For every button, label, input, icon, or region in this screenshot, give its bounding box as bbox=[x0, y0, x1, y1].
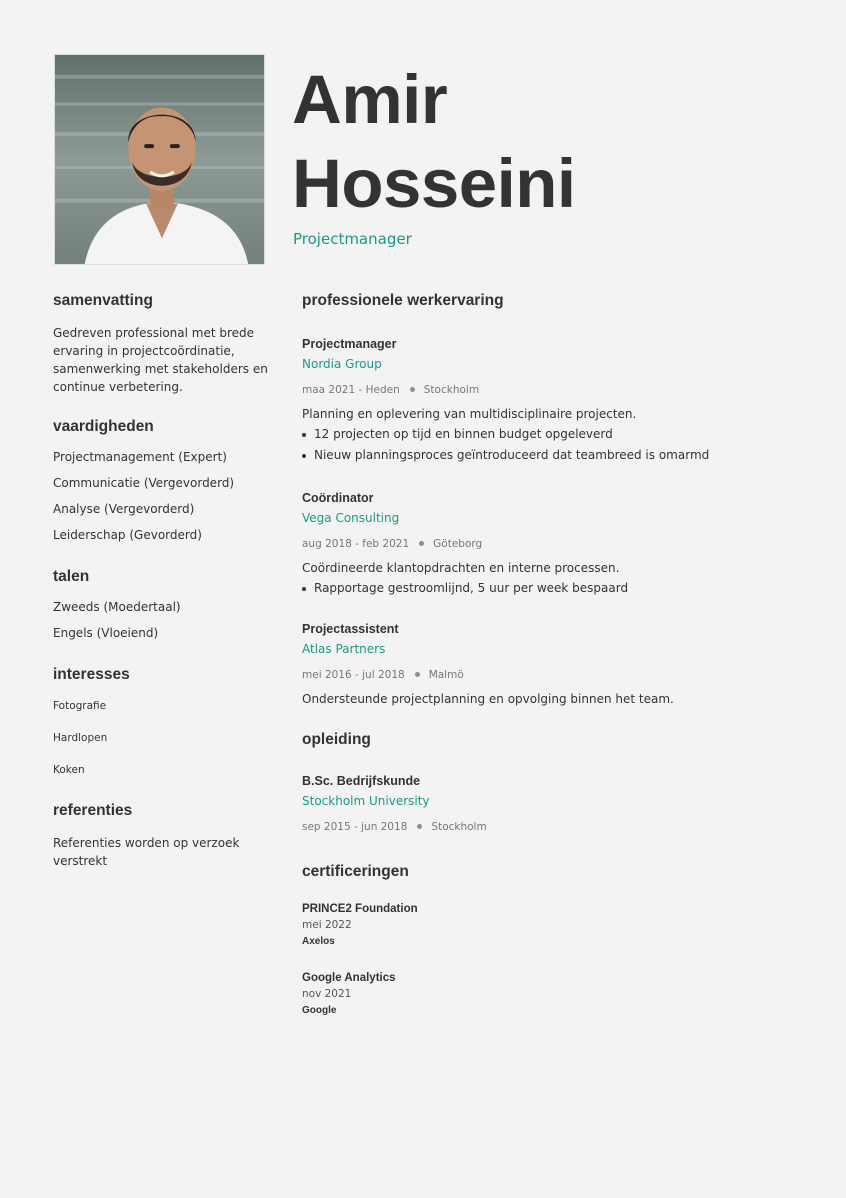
certification-date: mei 2022 bbox=[302, 919, 352, 931]
skill-item: Leiderschap (Gevorderd) bbox=[53, 528, 202, 542]
summary-text: Gedreven professional met brede ervaring in projectcoördinatie, samenwerking met stakeholders en continue verbetering. bbox=[53, 326, 268, 394]
last-name: Hosseini bbox=[292, 145, 576, 222]
language-item: Engels (Vloeiend) bbox=[53, 626, 159, 640]
job-entry-meta bbox=[302, 667, 822, 683]
job-entry-description: Coördineerde klantopdrachten en interne processen. bbox=[302, 561, 620, 575]
job-entry-location: Göteborg bbox=[433, 538, 483, 550]
profile-photo bbox=[54, 54, 265, 265]
job-entry-period: maa 2021 - Heden bbox=[302, 384, 400, 396]
skill-item: Analyse (Vergevorderd) bbox=[53, 502, 195, 516]
job-entry-description: Ondersteunde projectplanning en opvolging binnen het team. bbox=[302, 692, 674, 706]
person-portrait-icon bbox=[55, 55, 264, 264]
certification-name: PRINCE2 Foundation bbox=[302, 903, 418, 915]
languages-heading: talen bbox=[53, 568, 90, 585]
dot-separator-icon bbox=[417, 824, 422, 829]
interest-item: Hardlopen bbox=[53, 732, 108, 744]
language-item: Zweeds (Moedertaal) bbox=[53, 600, 181, 614]
education-degree: B.Sc. Bedrijfskunde bbox=[302, 774, 421, 788]
job-entry-description: Planning en oplevering van multidisciplinaire projecten. bbox=[302, 407, 637, 421]
bullet-item: Nieuw planningsproces geïntroduceerd dat teambreed is omarmd bbox=[302, 445, 822, 466]
job-title: Projectmanager bbox=[293, 230, 412, 248]
skills-heading: vaardigheden bbox=[53, 418, 154, 435]
job-entry-title: Projectassistent bbox=[302, 622, 399, 636]
skill-item: Projectmanagement (Expert) bbox=[53, 450, 227, 464]
skill-item: Communicatie (Vergevorderd) bbox=[53, 476, 235, 490]
certification-issuer: Google bbox=[302, 1005, 337, 1016]
summary-heading: samenvatting bbox=[53, 292, 153, 309]
interest-item: Fotografie bbox=[53, 700, 107, 712]
experience-heading: professionele werkervaring bbox=[302, 292, 504, 309]
education-location: Stockholm bbox=[431, 821, 487, 833]
job-entry-company: Atlas Partners bbox=[302, 642, 386, 656]
certifications-heading: certificeringen bbox=[302, 863, 409, 880]
job-entry-location: Malmö bbox=[428, 669, 464, 681]
job-entry-meta bbox=[302, 382, 822, 398]
education-heading: opleiding bbox=[302, 731, 371, 748]
job-entry bbox=[302, 336, 822, 466]
bullet-item: Rapportage gestroomlijnd, 5 uur per week bespaard bbox=[302, 578, 822, 599]
certification-name: Google Analytics bbox=[302, 972, 396, 984]
education-period: sep 2015 - jun 2018 bbox=[302, 821, 408, 833]
job-entry-location: Stockholm bbox=[423, 384, 480, 396]
job-entry-period: aug 2018 - feb 2021 bbox=[302, 538, 410, 550]
job-entry-meta bbox=[302, 536, 822, 552]
interests-heading: interesses bbox=[53, 666, 130, 683]
job-entry bbox=[302, 621, 822, 709]
job-entry-company: Vega Consulting bbox=[302, 511, 400, 525]
bullet-item: 12 projecten op tijd en binnen budget opgeleverd bbox=[302, 424, 822, 445]
interest-item: Koken bbox=[53, 764, 85, 776]
job-entry bbox=[302, 490, 822, 599]
job-entry-company: Nordia Group bbox=[302, 357, 382, 371]
sidebar bbox=[53, 292, 273, 870]
dot-separator-icon bbox=[415, 672, 420, 677]
references-heading: referenties bbox=[53, 802, 133, 819]
education-entry bbox=[302, 773, 822, 835]
job-entry-bullets bbox=[302, 424, 822, 466]
education-school: Stockholm University bbox=[302, 794, 430, 808]
references-text: Referenties worden op verzoek verstrekt bbox=[53, 836, 240, 868]
candidate-name bbox=[292, 58, 576, 226]
job-entry-title: Projectmanager bbox=[302, 337, 397, 351]
job-entry-bullets bbox=[302, 578, 822, 599]
education-meta bbox=[302, 819, 822, 835]
job-entry-title: Coördinator bbox=[302, 491, 374, 505]
certification-issuer: Axelos bbox=[302, 936, 335, 947]
certification-entry bbox=[302, 901, 822, 949]
certification-date: nov 2021 bbox=[302, 988, 352, 1000]
dot-separator-icon bbox=[419, 541, 424, 546]
certification-entry bbox=[302, 970, 822, 1018]
main-content bbox=[302, 292, 822, 1018]
job-entry-period: mei 2016 - jul 2018 bbox=[302, 669, 405, 681]
first-name: Amir bbox=[292, 61, 448, 138]
dot-separator-icon bbox=[410, 387, 415, 392]
